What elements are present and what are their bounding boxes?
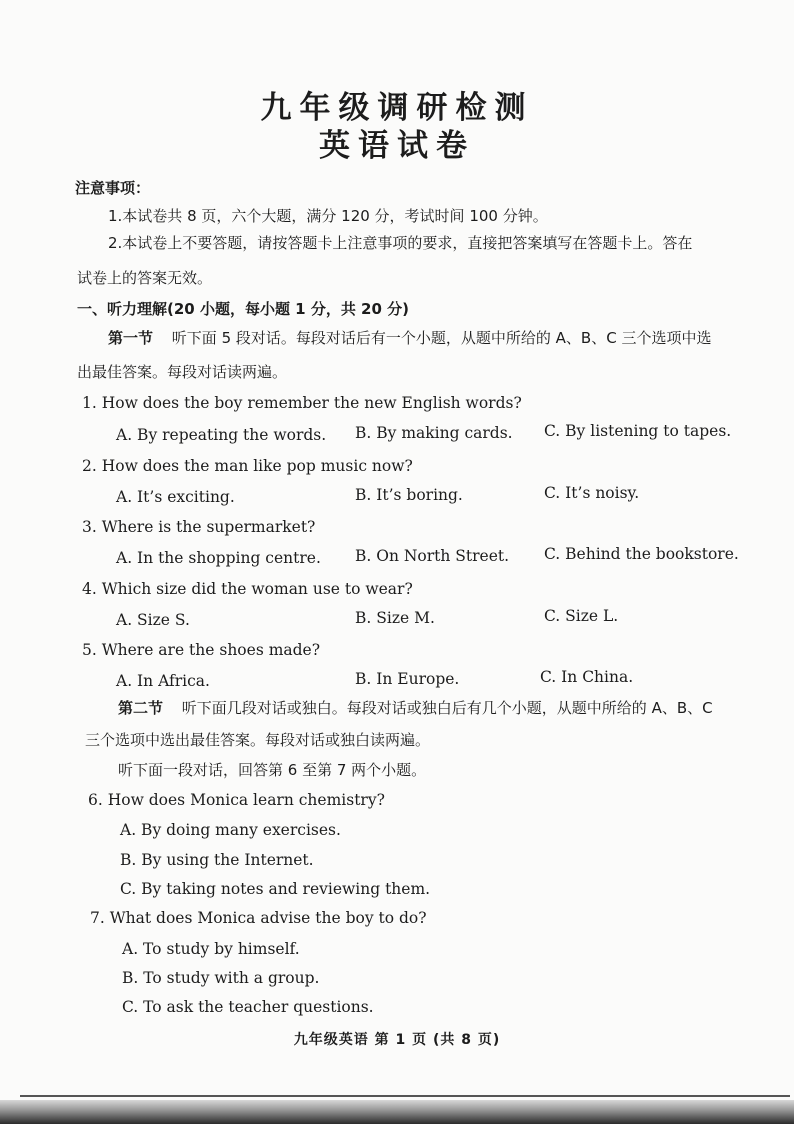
question-6-option-c: C. By taking notes and reviewing them. xyxy=(120,880,431,898)
page-footer: 九年级英语 第 1 页 (共 8 页) xyxy=(293,1032,501,1048)
part-2-instructions-a xyxy=(118,698,713,718)
part-2-label: 第二节 xyxy=(118,699,164,717)
question-6-option-b: B. By using the Internet. xyxy=(120,851,314,869)
question-5-stem: 5. Where are the shoes made? xyxy=(82,641,321,659)
question-3-option-a: A. In the shopping centre. xyxy=(116,549,321,567)
notice-item-2b: 试卷上的答案无效。 xyxy=(77,269,213,287)
exam-title-line2: 英语试卷 xyxy=(319,128,475,164)
question-5-option-b: B. In Europe. xyxy=(355,670,460,688)
question-4-option-c: C. Size L. xyxy=(544,607,619,625)
part-1-instructions-a xyxy=(108,328,711,348)
question-2-option-a: A. It’s exciting. xyxy=(116,488,235,506)
scan-edge-line xyxy=(20,1095,790,1097)
question-5-option-c: C. In China. xyxy=(540,668,634,686)
question-1-option-b: B. By making cards. xyxy=(355,424,513,442)
part-1-label: 第一节 xyxy=(108,329,154,347)
question-3-option-c: C. Behind the bookstore. xyxy=(544,545,739,563)
part-1-text-a: 听下面 5 段对话。每段对话后有一个小题，从题中所给的 A、B、C 三个选项中选 xyxy=(171,329,712,347)
section-1-heading: 一、听力理解(20 小题，每小题 1 分，共 20 分) xyxy=(77,300,410,318)
notice-heading: 注意事项： xyxy=(75,179,151,197)
question-4-option-b: B. Size M. xyxy=(355,609,435,627)
question-3-stem: 3. Where is the supermarket? xyxy=(82,518,316,536)
question-1-option-a: A. By repeating the words. xyxy=(116,426,327,444)
question-6-option-a: A. By doing many exercises. xyxy=(120,821,341,839)
notice-item-1: 1.本试卷共 8 页，六个大题，满分 120 分，考试时间 100 分钟。 xyxy=(108,207,548,225)
part-2-intro: 听下面一段对话，回答第 6 至第 7 两个小题。 xyxy=(118,761,427,779)
question-2-option-b: B. It’s boring. xyxy=(355,486,463,504)
part-2-text-b: 三个选项中选出最佳答案。每段对话或独白读两遍。 xyxy=(85,731,431,749)
question-7-option-c: C. To ask the teacher questions. xyxy=(122,998,374,1016)
question-6-stem: 6. How does Monica learn chemistry? xyxy=(88,791,385,809)
question-3-option-b: B. On North Street. xyxy=(355,547,510,565)
question-7-option-b: B. To study with a group. xyxy=(122,969,320,987)
question-7-stem: 7. What does Monica advise the boy to do? xyxy=(90,909,427,927)
question-7-option-a: A. To study by himself. xyxy=(122,940,300,958)
question-1-option-c: C. By listening to tapes. xyxy=(544,422,732,440)
part-1-text-b: 出最佳答案。每段对话读两遍。 xyxy=(77,363,288,381)
question-1-stem: 1. How does the boy remember the new English words? xyxy=(82,394,522,412)
question-4-option-a: A. Size S. xyxy=(116,611,190,629)
scan-edge-shadow xyxy=(0,1100,794,1124)
exam-title-line1: 九年级调研检测 xyxy=(260,90,534,126)
question-2-option-c: C. It’s noisy. xyxy=(544,484,640,502)
question-4-stem: 4. Which size did the woman use to wear? xyxy=(82,580,413,598)
part-2-text-a: 听下面几段对话或独白。每段对话或独白后有几个小题，从题中所给的 A、B、C xyxy=(181,699,713,717)
question-2-stem: 2. How does the man like pop music now? xyxy=(82,457,413,475)
question-5-option-a: A. In Africa. xyxy=(116,672,210,690)
notice-item-2a: 2.本试卷上不要答题，请按答题卡上注意事项的要求，直接把答案填写在答题卡上。答在 xyxy=(108,234,693,252)
